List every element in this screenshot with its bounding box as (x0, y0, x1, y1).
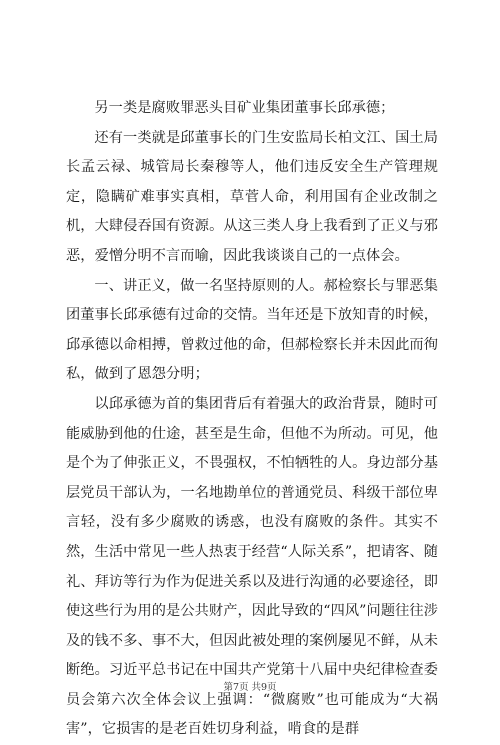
paragraph-2: 还有一类就是邱董事长的门生安监局长柏文江、国土局长孟云禄、城管局长秦穆等人，他们违反安全生产管理规定，隐瞒矿难事实真相，草菅人命，利用国有企业改制之机，大肆侵吞国有资源。从这三类人身上我看到了正义与邪恶，爱憎分明不言而喻，因此我谈谈自己的一点体会。 (66, 129, 438, 264)
document-body (66, 94, 438, 745)
page-number-footer: 第7页 共9页 (223, 682, 277, 693)
paragraph-1: 另一类是腐败罪恶头目矿业集团董事长邱承德； (94, 100, 395, 116)
paragraph-3: 一、讲正义，做一名坚持原则的人。郝检察长与罪恶集团董事长邱承德有过命的交情。当年还是下放知青的时候，邱承德以命相搏，曾救过他的命，但郝检察长并未因此而徇私，做到了恩怨分明； (66, 277, 438, 383)
paragraph-4: 以邱承德为首的集团背后有着强大的政治背景，随时可能威胁到他的仕途，甚至是生命，但他不为所动。可见，他是个为了伸张正义，不畏强权，不怕牺牲的人。身边部分基层党员干部认为，一名地勘单位的普通党员、科级干部位卑言轻，没有多少腐败的诱惑，也没有腐败的条件。其实不然，生活中常见一些人热衷于经营“人际关系”，把请客、随礼、拜访等行为作为促进关系以及进行沟通的必要途径，即使这些行为用的是公共财产，因此导致的“四风”问题往往涉及的钱不多、事不大，但因此被处理的案例屡见不鲜，从未断绝。习近平总书记在中国共产党第十八届中央纪律检查委员会第六次全体会议上强调：“微腐败”也可能成为“大祸害”，它损害的是老百姓切身利益，啃食的是群 (66, 395, 438, 738)
